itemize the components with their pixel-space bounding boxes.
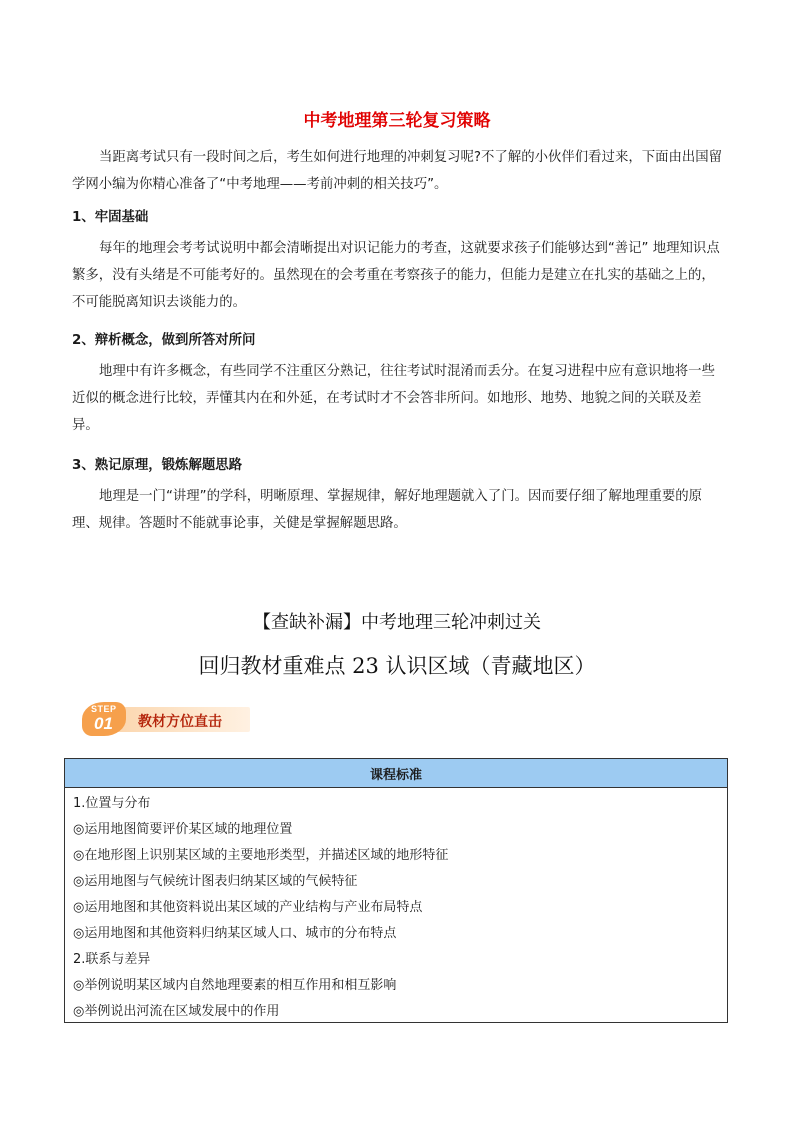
step-badge — [82, 702, 126, 736]
section-heading-2: 2、辩析概念，做到所答对所问 — [72, 333, 256, 348]
table-row — [65, 866, 728, 892]
section-body-3: 地理是一门“讲理”的学科，明晰原理、掌握规律，解好地理题就入了门。因而要仔细了解地理重要的原理、规律。答题时不能就事论事，关健是掌握解题思路。 — [72, 489, 703, 531]
curriculum-standards-table — [64, 758, 728, 1023]
table-cell: ◎运用地图和其他资料说出某区域的产业结构与产业布局特点 — [65, 892, 728, 918]
table-cell: 2.联系与差异 — [65, 944, 728, 970]
table-cell: 1.位置与分布 — [65, 788, 728, 815]
table-row — [65, 944, 728, 970]
table-row — [65, 918, 728, 944]
table-cell: ◎运用地图与气候统计图表归纳某区域的气候特征 — [65, 866, 728, 892]
table-row — [65, 996, 728, 1023]
table-header: 课程标准 — [65, 759, 728, 788]
section-heading-3: 3、熟记原理，锻炼解题思路 — [72, 458, 243, 473]
step-number: 01 — [94, 714, 113, 733]
step-label: 教材方位直击 — [138, 714, 222, 730]
table-cell: ◎运用地图简要评价某区域的地理位置 — [65, 814, 728, 840]
page-title: 中考地理第三轮复习策略 — [303, 111, 491, 131]
table-row — [65, 892, 728, 918]
table-row — [65, 970, 728, 996]
table-row — [65, 814, 728, 840]
lesson-title: 回归教材重难点 23 认识区域（青藏地区） — [198, 654, 596, 678]
table-cell: ◎在地形图上识别某区域的主要地形类型，并描述区域的地形特征 — [65, 840, 728, 866]
intro-paragraph: 当距离考试只有一段时间之后，考生如何进行地理的冲刺复习呢?不了解的小伙伴们看过来，下面由出国留学网小编为你精心准备了“中考地理——考前冲刺的相关技巧”。 — [72, 150, 723, 192]
section-heading-1: 1、牢固基础 — [72, 210, 149, 225]
table-cell: ◎举例说明某区域内自然地理要素的相互作用和相互影响 — [65, 970, 728, 996]
table-row — [65, 840, 728, 866]
step-word: STEP — [91, 704, 117, 714]
step-banner — [82, 702, 254, 736]
section-body-2: 地理中有许多概念，有些同学不注重区分熟记，往往考试时混淆而丢分。在复习进程中应有意识地将一些近似的概念进行比较，弄懂其内在和外延，在考试时才不会答非所问。如地形、地势、地貌之间的关联及差异。 — [72, 364, 715, 433]
table-cell: ◎举例说出河流在区域发展中的作用 — [65, 996, 728, 1023]
section-body-1: 每年的地理会考考试说明中都会清晰提出对识记能力的考查，这就要求孩子们能够达到“善记” 地理知识点繁多，没有头绪是不可能考好的。虽然现在的会考重在考察孩子的能力，但能力是建立在扎实的基础之上的，不可能脱离知识去谈能力的。 — [72, 241, 720, 310]
table-cell: ◎运用地图和其他资料归纳某区域人口、城市的分布特点 — [65, 918, 728, 944]
table-row — [65, 788, 728, 815]
series-subtitle: 【查缺补漏】中考地理三轮冲刺过关 — [253, 612, 541, 633]
